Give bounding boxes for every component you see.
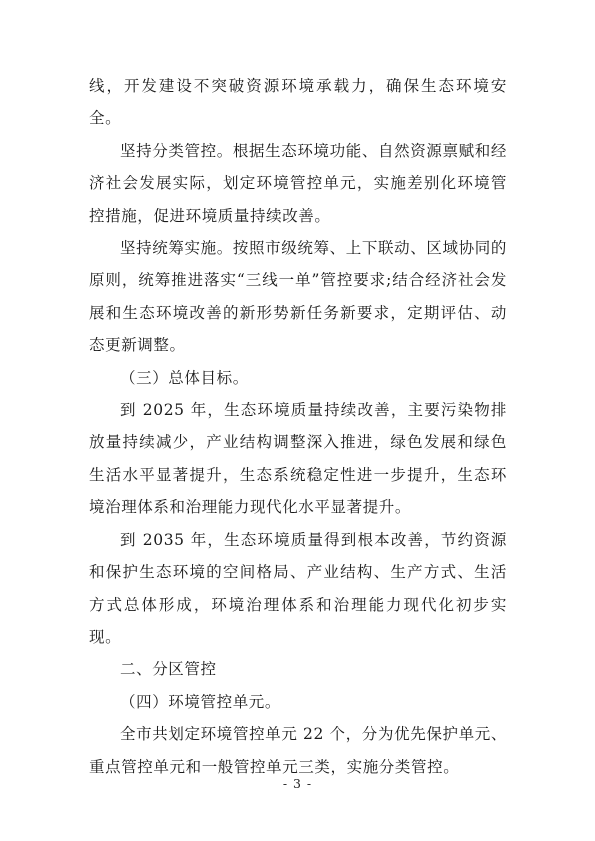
- paragraph-control-units: 全市共划定环境管控单元 22 个，分为优先保护单元、重点管控单元和一般管控单元三类，实施分类管控。: [89, 725, 507, 776]
- chapter-heading-zoning-control: 二、分区管控: [120, 660, 217, 679]
- paragraph-goal-2035: 到 2035 年，生态环境质量得到根本改善，节约资源和保护生态环境的空间格局、产业结构、生产方式、生活方式总体形成，环境治理体系和治理能力现代化初步实现。: [89, 530, 507, 646]
- document-body: [89, 70, 507, 783]
- paragraph-coordinated-implementation: 坚持统筹实施。按照市级统筹、上下联动、区域协同的原则，统筹推进落实“三线一单”管控要求;结合经济社会发展和生态环境改善的新形势新任务新要求，定期评估、动态更新调整。: [89, 239, 507, 355]
- paragraph-goal-2025: 到 2025 年，生态环境质量持续改善，主要污染物排放量持续减少，产业结构调整深入推进，绿色发展和绿色生活水平显著提升，生态系统稳定性进一步提升，生态环境治理体系和治理能力现代化水平显著提升。: [89, 401, 507, 517]
- section-heading-overall-goals: （三）总体目标。: [120, 368, 249, 387]
- paragraph-continuation: 线，开发建设不突破资源环境承载力，确保生态环境安全。: [89, 77, 507, 128]
- page-number: - 3 -: [282, 776, 313, 791]
- section-heading-control-units: （四）环境管控单元。: [120, 692, 282, 711]
- paragraph-classified-control: 坚持分类管控。根据生态环境功能、自然资源禀赋和经济社会发展实际，划定环境管控单元，实施差别化环境管控措施，促进环境质量持续改善。: [89, 141, 507, 225]
